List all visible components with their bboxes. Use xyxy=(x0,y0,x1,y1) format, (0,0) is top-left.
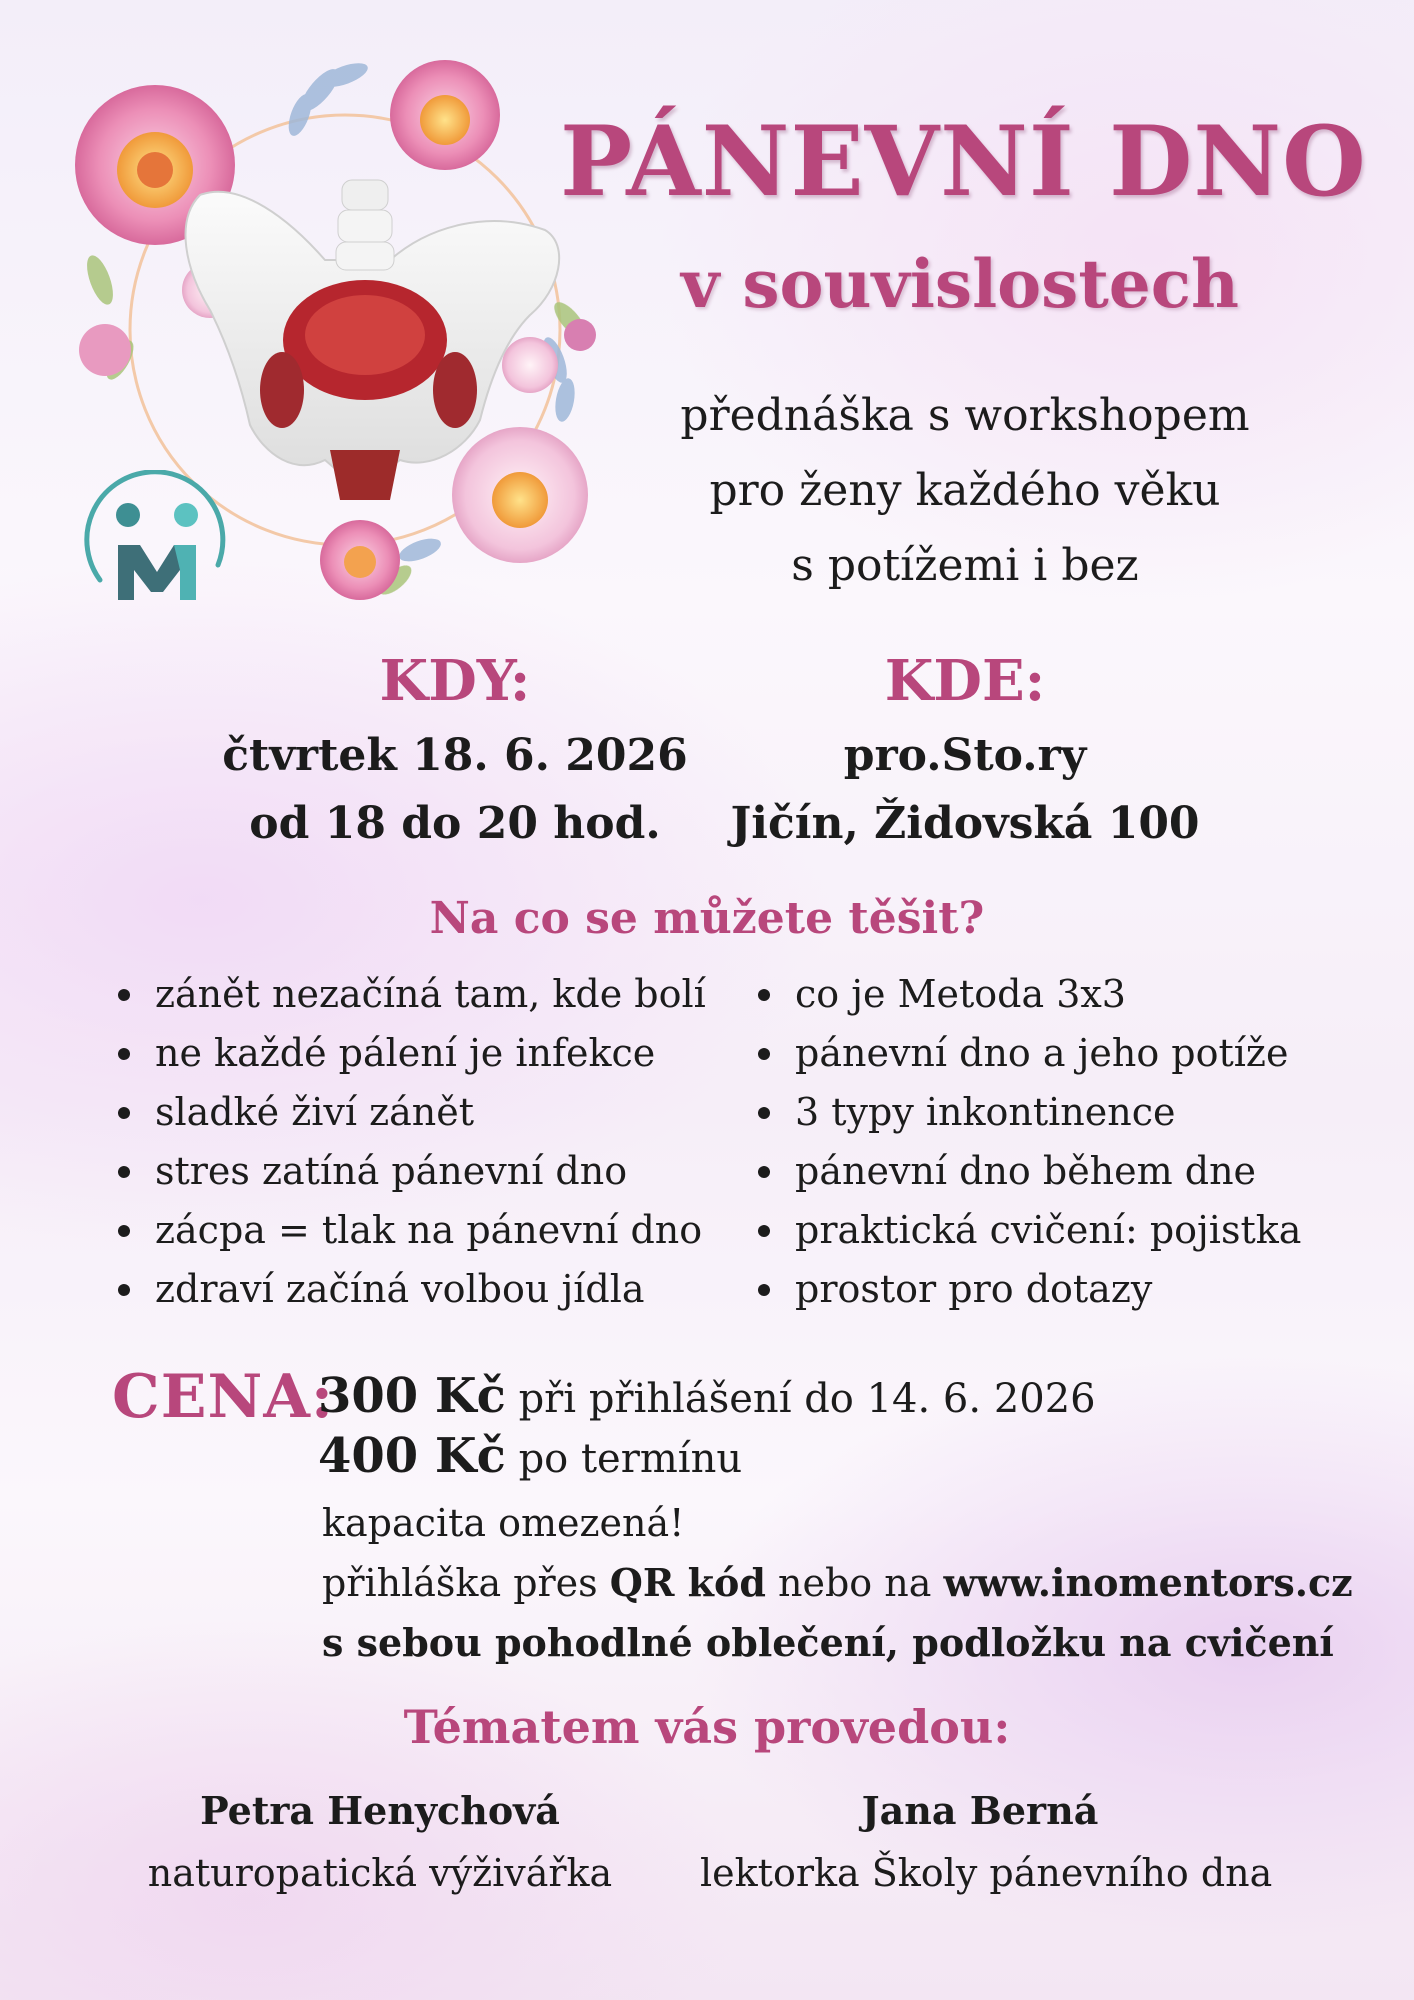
list-item: 3 typy inkontinence xyxy=(752,1083,1301,1142)
price-heading: CENA: xyxy=(112,1362,335,1432)
list-item: co je Metoda 3x3 xyxy=(752,965,1301,1024)
price-early xyxy=(318,1368,1096,1424)
list-item: zácpa = tlak na pánevní dno xyxy=(112,1201,706,1260)
list-item: prostor pro dotazy xyxy=(752,1260,1301,1319)
capacity-note: kapacita omezená! xyxy=(322,1501,685,1545)
guide-card xyxy=(700,1780,1273,1904)
where-details xyxy=(665,722,1265,858)
when-date: čtvrtek 18. 6. 2026 xyxy=(222,730,688,781)
guides-heading: Tématem vás provedou: xyxy=(403,1700,1011,1754)
guide-card xyxy=(100,1780,660,1904)
tagline-line: s potížemi i bez xyxy=(791,540,1139,591)
price-late-note: po termínu xyxy=(518,1436,743,1482)
guide-name: Jana Berná xyxy=(861,1788,1099,1833)
register-mid: nebo na xyxy=(778,1561,932,1605)
list-item: ne každé pálení je infekce xyxy=(112,1024,706,1083)
register-qr: QR kód xyxy=(609,1560,766,1605)
where-heading: KDE: xyxy=(884,648,1046,714)
list-item: zdraví začíná volbou jídla xyxy=(112,1260,706,1319)
guide-role: lektorka Školy pánevního dna xyxy=(700,1851,1273,1895)
list-item: pánevní dno během dne xyxy=(752,1142,1301,1201)
expect-heading: Na co se můžete těšit? xyxy=(429,893,985,944)
list-item: pánevní dno a jeho potíže xyxy=(752,1024,1301,1083)
topics-list-right xyxy=(752,965,1301,1319)
event-subtitle: v souvislostech xyxy=(681,245,1239,323)
guide-role: naturopatická výživářka xyxy=(147,1851,613,1895)
event-tagline xyxy=(560,378,1370,603)
price-early-note: při přihlášení do 14. 6. 2026 xyxy=(518,1376,1096,1422)
price-late-amount: 400 Kč xyxy=(318,1428,506,1484)
tagline-line: pro ženy každého věku xyxy=(709,465,1221,516)
event-title: PÁNEVNÍ DNO xyxy=(560,105,1367,218)
topics-list-left xyxy=(112,965,706,1319)
list-item: stres zatíná pánevní dno xyxy=(112,1142,706,1201)
price-late xyxy=(318,1428,742,1484)
where-venue: pro.Sto.ry xyxy=(843,730,1087,781)
list-item: praktická cvičení: pojistka xyxy=(752,1201,1301,1260)
registration-line xyxy=(322,1553,1353,1613)
register-prefix: přihláška přes xyxy=(322,1561,598,1605)
guide-name: Petra Henychová xyxy=(200,1788,560,1833)
event-info xyxy=(322,1494,1353,1672)
price-early-amount: 300 Kč xyxy=(318,1368,506,1424)
register-url-link[interactable]: www.inomentors.cz xyxy=(943,1560,1353,1605)
list-item: sladké živí zánět xyxy=(112,1083,706,1142)
tagline-line: přednáška s workshopem xyxy=(680,390,1250,441)
bring-note: s sebou pohodlné oblečení, podložku na cvičení xyxy=(322,1620,1334,1665)
mentors-logo-icon xyxy=(78,470,233,615)
when-time: od 18 do 20 hod. xyxy=(249,798,661,849)
where-address: Jičín, Židovská 100 xyxy=(730,798,1200,849)
when-heading: KDY: xyxy=(379,648,531,714)
list-item: zánět nezačíná tam, kde bolí xyxy=(112,965,706,1024)
